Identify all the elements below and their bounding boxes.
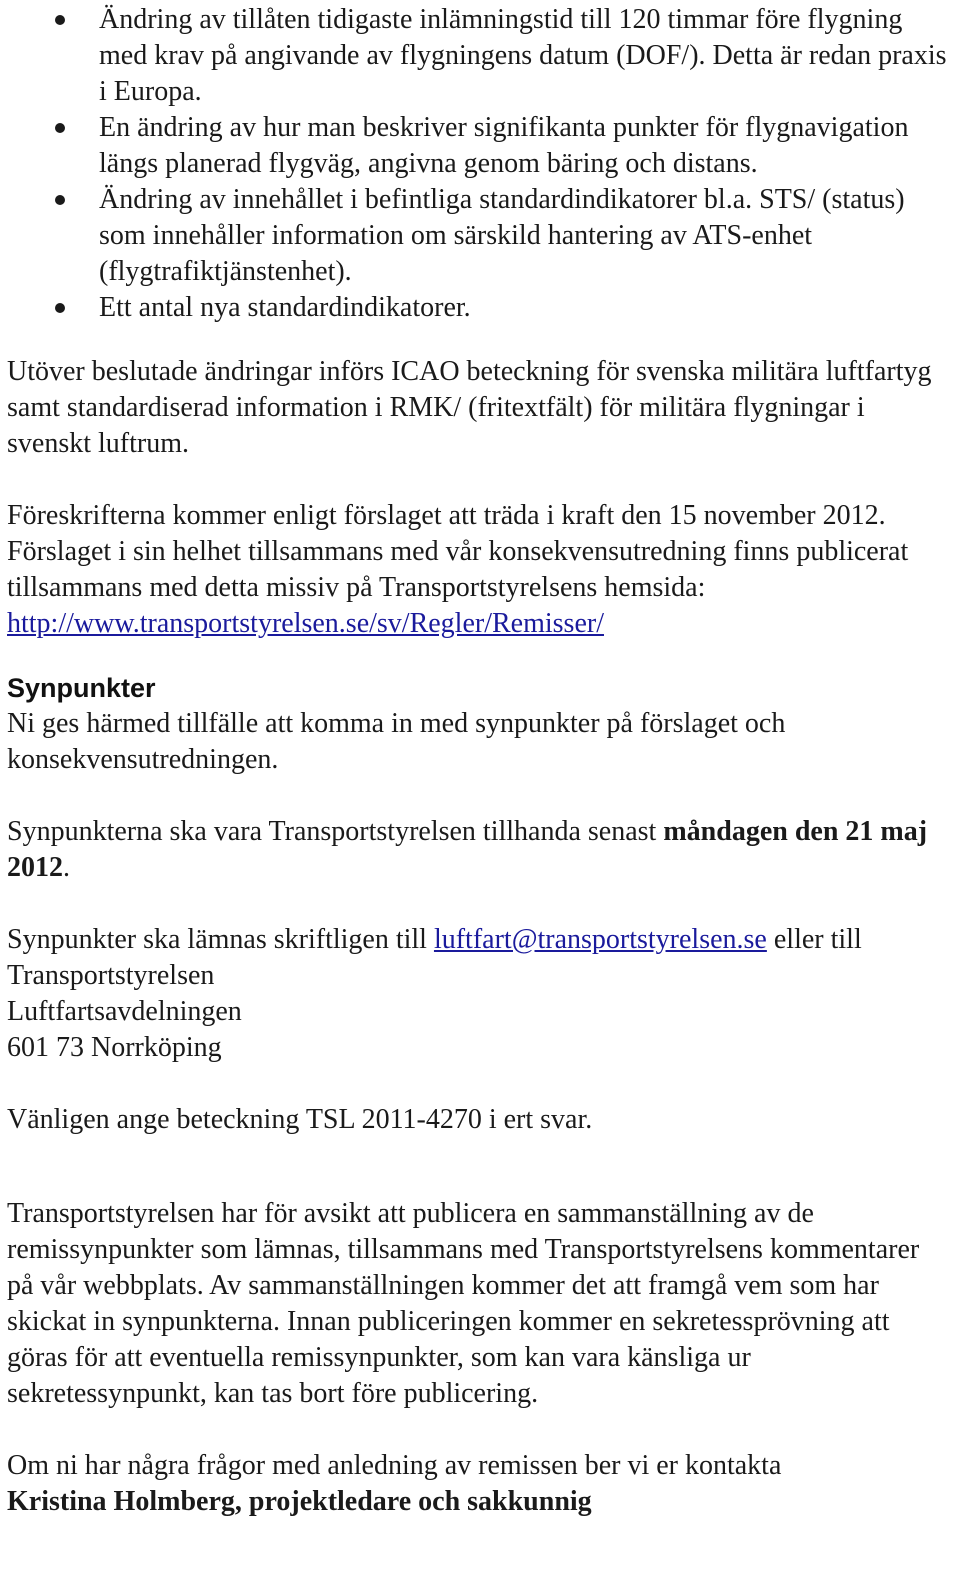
website-link[interactable]: http://www.transportstyrelsen.se/sv/Regler/Remisser/	[7, 608, 604, 639]
address-line-3: 601 73 Norrköping	[7, 1032, 222, 1063]
paragraph-reference: Vänligen ange beteckning TSL 2011-4270 i ert svar.	[7, 1104, 593, 1135]
deadline-date: måndagen den 21 maj 2012	[7, 816, 928, 883]
paragraph-effective-date	[7, 498, 952, 642]
address-line-2: Luftfartsavdelningen	[7, 996, 242, 1027]
bullet-icon	[55, 303, 65, 313]
bullet-icon	[55, 195, 65, 205]
contact-person-name: Kristina Holmberg, projektledare och sakkunnig	[7, 1486, 592, 1517]
paragraph-submit	[7, 922, 952, 958]
list-item	[7, 182, 952, 290]
list-item-text: Ett antal nya standardindikatorer.	[99, 292, 471, 323]
bullet-icon	[55, 123, 65, 133]
list-item-text: Ändring av innehållet i befintliga standardindikatorer bl.a. STS/ (status) som innehåller information om särskild hantering av ATS-enhet (flygtrafiktjänstenhet).	[99, 184, 905, 287]
paragraph-invite: Ni ges härmed tillfälle att komma in med synpunkter på förslaget och konsekvensutredningen.	[7, 708, 786, 775]
address-line-1: Transportstyrelsen	[7, 960, 215, 991]
paragraph-military: Utöver beslutade ändringar införs ICAO beteckning för svenska militära luftfartyg samt standardiserad information i RMK/ (fritextfält) för militära flygningar i svenskt luftrum.	[7, 356, 932, 459]
change-list	[7, 2, 952, 326]
list-item	[7, 290, 952, 326]
list-item	[7, 2, 952, 110]
contact-person	[7, 1484, 952, 1520]
document-page	[7, 2, 952, 1520]
list-item	[7, 110, 952, 182]
list-item-text: Ändring av tillåten tidigaste inlämningstid till 120 timmar före flygning med krav på angivande av flygningens datum (DOF/). Detta är redan praxis i Europa.	[99, 4, 947, 107]
submit-suffix: eller till	[766, 924, 862, 955]
effective-date-text: Föreskrifterna kommer enligt förslaget att träda i kraft den 15 november 2012. Förslaget i sin helhet tillsammans med vår konsekvensutredning finns publicerat tillsammans med detta missiv på Transportstyrelsens hemsida:	[7, 500, 909, 603]
paragraph-publish: Transportstyrelsen har för avsikt att publicera en sammanställning av de remissynpunkter som lämnas, tillsammans med Transportstyrelsens kommentarer på vår webbplats. Av sammanställningen kommer det att framgå vem som har skickat in synpunkterna. Innan publiceringen kommer en sekretessprövning att göras för att eventuella remissynpunkter, som kan vara känsliga ur sekretessynpunkt, kan tas bort före publicering.	[7, 1198, 920, 1409]
bullet-icon	[55, 15, 65, 25]
list-item-text: En ändring av hur man beskriver signifikanta punkter för flygnavigation längs planerad flygväg, angivna genom bäring och distans.	[99, 112, 909, 179]
paragraph-contact: Om ni har några frågor med anledning av remissen ber vi er kontakta	[7, 1450, 782, 1481]
section-heading-synpunkter: Synpunkter	[7, 673, 156, 703]
deadline-suffix: .	[63, 852, 70, 883]
submit-prefix: Synpunkter ska lämnas skriftligen till	[7, 924, 434, 955]
deadline-prefix: Synpunkterna ska vara Transportstyrelsen tillhanda senast	[7, 816, 664, 847]
email-link[interactable]: luftfart@transportstyrelsen.se	[433, 924, 767, 955]
paragraph-deadline	[7, 814, 952, 886]
